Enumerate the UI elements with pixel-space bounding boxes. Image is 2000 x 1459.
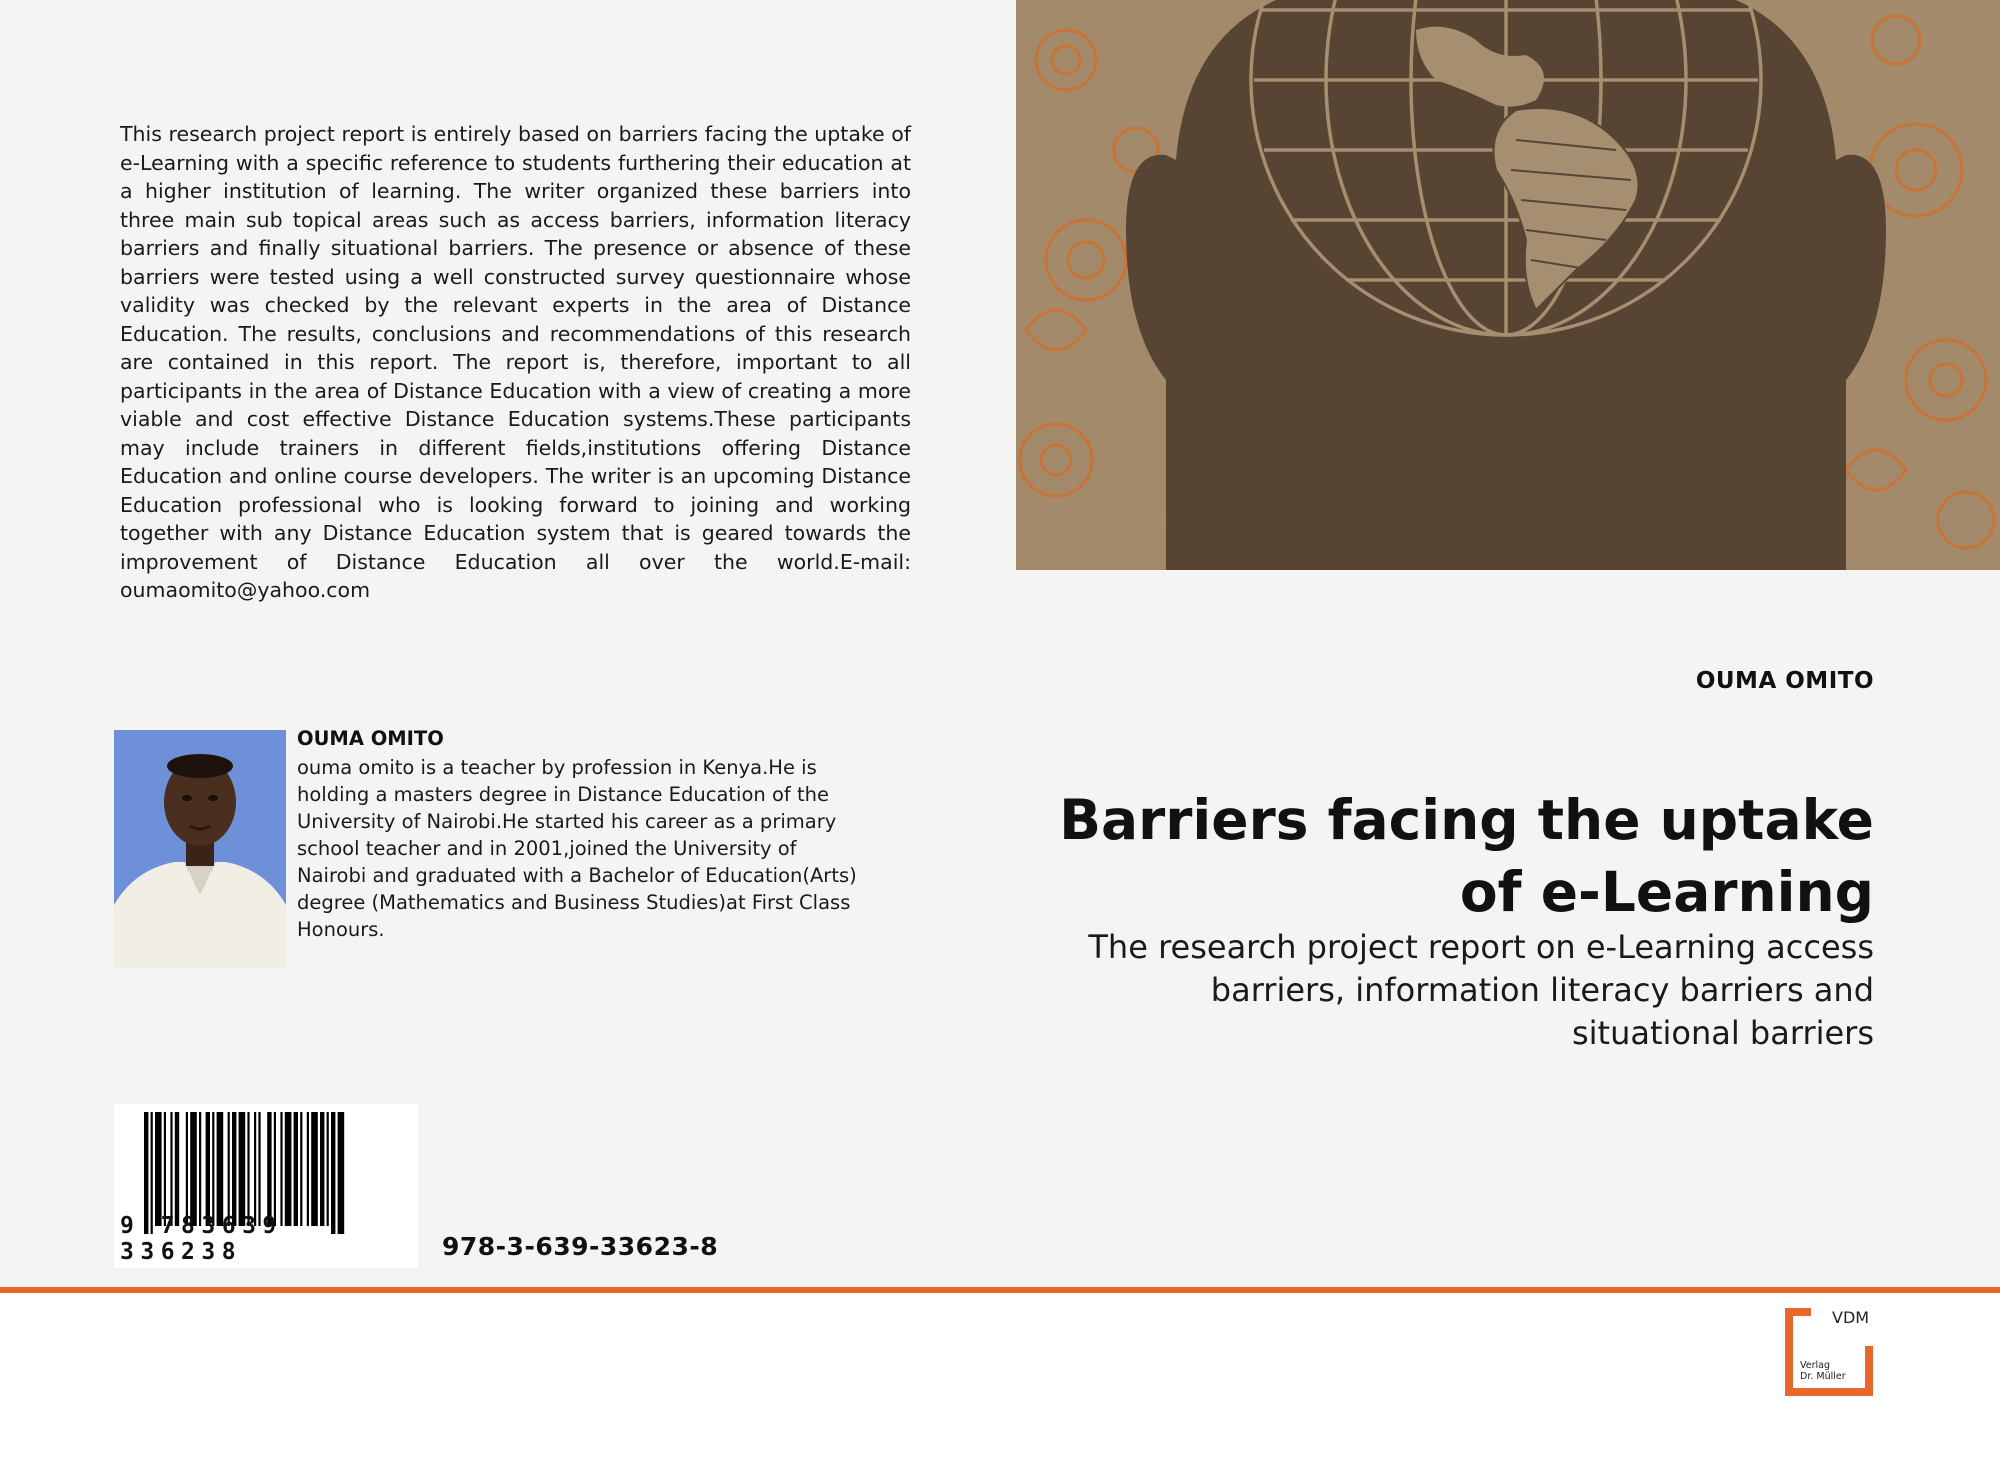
author-photo — [114, 730, 286, 968]
barcode-bar — [175, 1112, 179, 1226]
publisher-subtitle — [1800, 1360, 1870, 1382]
isbn-barcode — [114, 1104, 418, 1268]
bio-text: ouma omito is a teacher by profession in Kenya.He is holding a masters degree in Distance Education of the University of Nairobi.He started his career as a primary school teacher and in 2001,joined the University of Nairobi and graduated with a Bachelor of Education(Arts) degree (Mathematics and Business Studies)at First Class Honours. — [297, 756, 857, 941]
publisher-name: VDM — [1832, 1308, 1870, 1327]
barcode-bar — [247, 1112, 249, 1226]
barcode-bar — [170, 1112, 172, 1226]
barcode-bar — [232, 1112, 236, 1226]
barcode-bar — [280, 1112, 282, 1226]
book-subtitle — [974, 926, 1874, 1055]
orange-divider — [0, 1287, 2000, 1293]
barcode-bar — [300, 1112, 302, 1226]
cover-art-head-globe-icon — [1016, 0, 2000, 570]
barcode-bar — [285, 1112, 292, 1226]
bio-author-name: OUMA OMITO — [297, 727, 444, 750]
barcode-bar — [199, 1112, 201, 1226]
book-subtitle-line-1: The research project report on e-Learning access — [1088, 928, 1874, 966]
book-title-line-1: Barriers facing the uptake — [1059, 788, 1874, 852]
barcode-bar — [217, 1112, 224, 1226]
back-cover-blurb: This research project report is entirely based on barriers facing the uptake of e-Learning with a specific reference to students furthering their education at a higher institution of learning. The writer organized these barriers into three main sub topical areas such as access barriers, information literacy barriers and finally situational barriers. The presence or absence of these barriers were tested using a well constructed survey questionnaire whose validity was checked by the relevant experts in the area of Distance Education. The results, conclusions and recommendations of this research are contained in this report. The report is, therefore, important to all participants in the area of Distance Education with a view of creating a more viable and cost effective Distance Education systems.These participants may include trainers in different fields,institutions offering Distance Education and online course developers. The writer is an upcoming Distance Education professional who is looking forward to joining and working together with any Distance Education system that is geared towards the improvement of Distance Education all over the world.E-mail: oumaomito@yahoo.com — [120, 122, 911, 602]
book-title — [974, 784, 1874, 928]
barcode-bar — [190, 1112, 197, 1226]
barcode-bar — [327, 1112, 329, 1226]
barcode-bar — [311, 1112, 318, 1226]
barcode-bar — [186, 1112, 188, 1226]
barcode-bar — [206, 1112, 210, 1226]
barcode-bar — [307, 1112, 309, 1226]
barcode-bar — [320, 1112, 324, 1226]
cover-bottom-band — [0, 1290, 2000, 1459]
isbn-number: 978-3-639-33623-8 — [442, 1232, 719, 1261]
barcode-bar — [267, 1112, 271, 1226]
publisher-subtitle-line-1: Verlag — [1800, 1360, 1831, 1371]
barcode-bar — [254, 1112, 256, 1226]
barcode-bar — [258, 1112, 260, 1226]
book-subtitle-line-3: situational barriers — [1571, 1014, 1874, 1052]
barcode-bar — [164, 1112, 166, 1226]
barcode-bar — [294, 1112, 298, 1226]
barcode-digits: 9 783639 336238 — [120, 1213, 283, 1265]
barcode-bar — [239, 1112, 246, 1226]
barcode-bar — [274, 1112, 276, 1226]
cover-author-name: OUMA OMITO — [1695, 668, 1874, 694]
barcode-bar — [228, 1112, 230, 1226]
book-title-line-2: of e-Learning — [1459, 860, 1874, 924]
barcode-bar — [155, 1112, 162, 1226]
barcode-bar — [212, 1112, 214, 1226]
publisher-subtitle-line-2: Dr. Müller — [1800, 1371, 1846, 1382]
book-subtitle-line-2: barriers, information literacy barriers and — [1210, 971, 1874, 1009]
